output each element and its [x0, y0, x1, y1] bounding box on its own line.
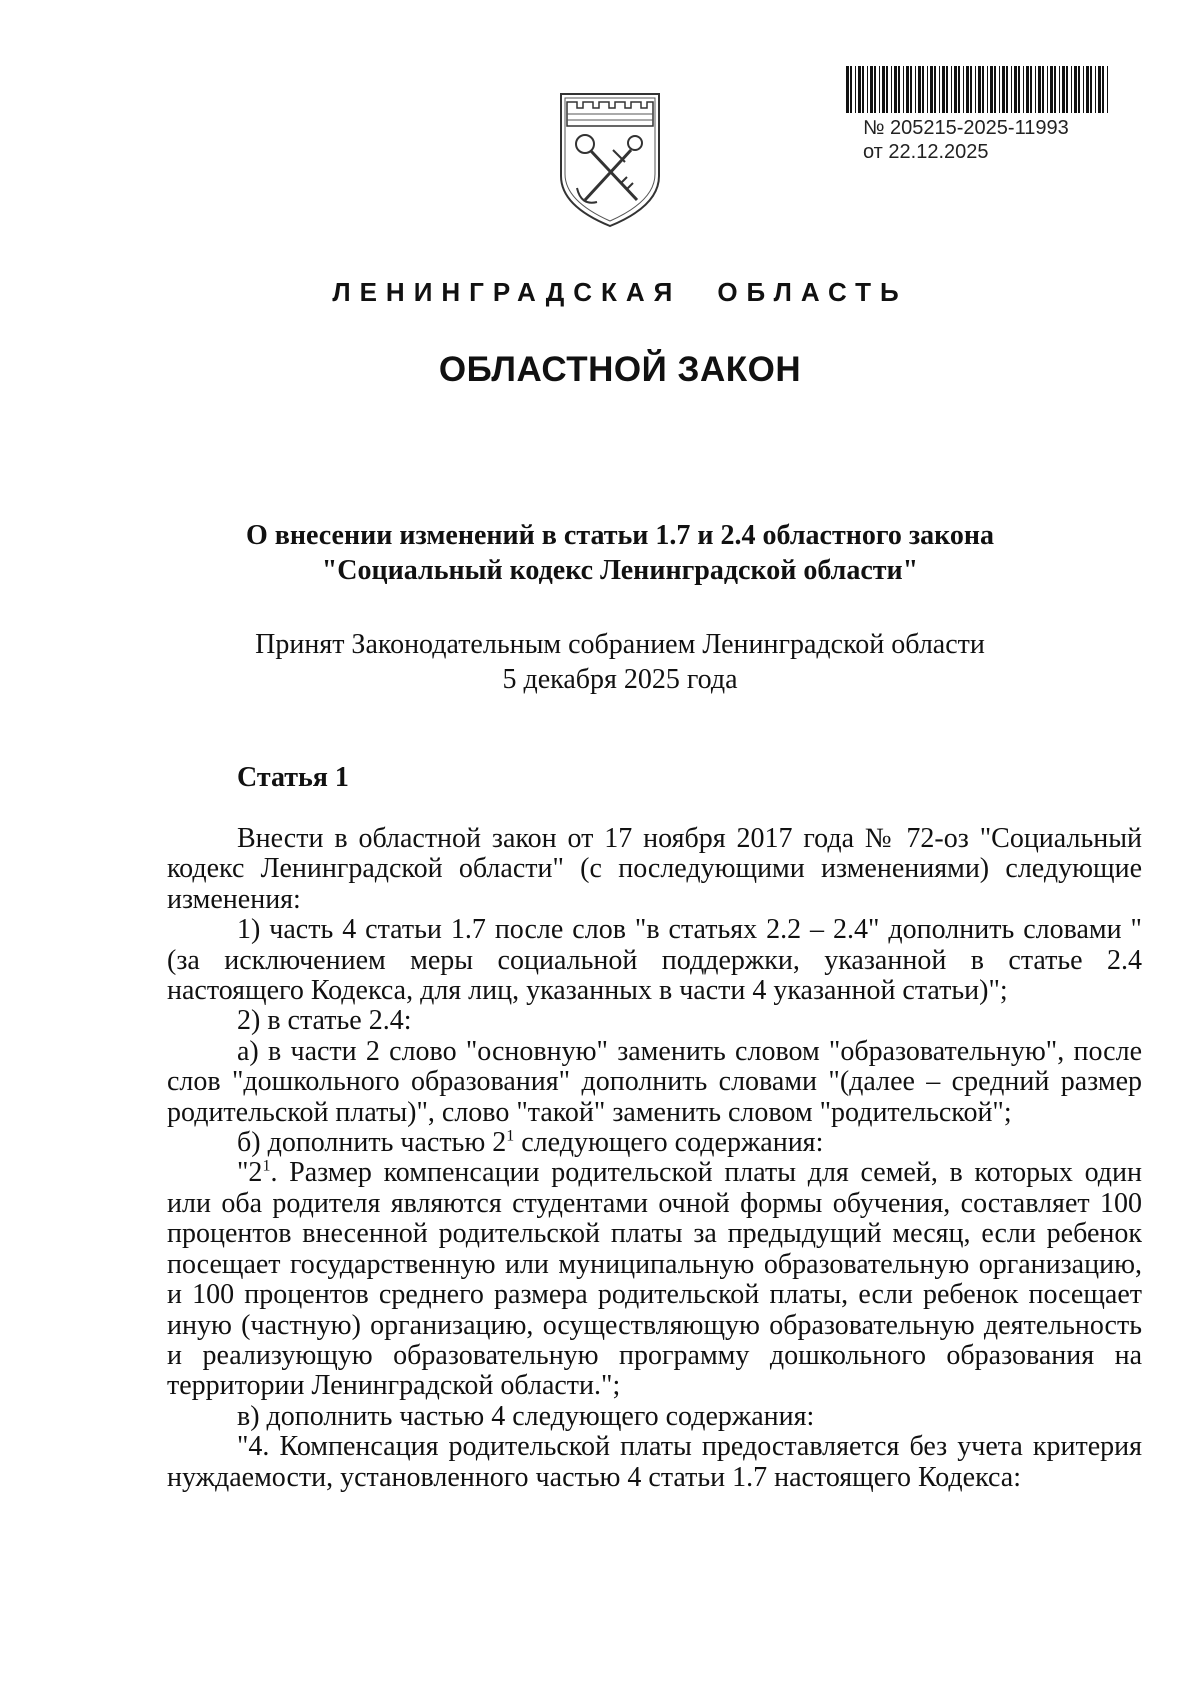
barcode-bar — [1002, 66, 1005, 113]
barcode-bar — [850, 66, 852, 113]
barcode-bar — [906, 66, 909, 113]
barcode-bar — [1023, 66, 1024, 113]
barcode-bar — [1071, 66, 1072, 113]
barcode-bar — [903, 66, 904, 113]
barcode-bar — [963, 66, 964, 113]
barcode-bar — [994, 66, 996, 113]
paragraph: 1) часть 4 статьи 1.7 после слов "в статьях 2.2 – 2.4" дополнить словами "(за исключением меры социальной поддержки, указанной в статье 2.4 настоящего Кодекса, для лиц, указанных в части 4 указанной статьи)"; — [167, 914, 1142, 1007]
paragraph: а) в части 2 слово "основную" заменить словом "образовательную", после слов "дошкольного образования" дополнить словами "(далее – средний размер родительской платы)", слово "такой" заменить словом "родительской"; — [167, 1035, 1142, 1128]
article-body — [167, 824, 1142, 1493]
paragraph: в) дополнить частью 4 следующего содержания: — [237, 1400, 815, 1432]
barcode-bar — [1074, 66, 1077, 113]
region-word-1: ЛЕНИНГРАДСКАЯ — [332, 277, 682, 307]
barcode-bar — [1035, 66, 1036, 113]
adoption-note-line-1: Принят Законодательным собранием Ленинградской области — [255, 629, 985, 660]
barcode-bar — [970, 66, 972, 113]
barcode-bar — [915, 66, 916, 113]
barcode-bar — [891, 66, 892, 113]
barcode-bar — [1090, 66, 1092, 113]
barcode-bar — [1030, 66, 1032, 113]
barcode-bar — [930, 66, 933, 113]
barcode-bar — [1095, 66, 1096, 113]
barcode-bar — [1083, 66, 1084, 113]
barcode-bar — [1042, 66, 1044, 113]
barcode-bar — [934, 66, 936, 113]
law-title-line-1: О внесении изменений в статьи 1.7 и 2.4 областного закона — [245, 520, 995, 551]
barcode-bar — [1047, 66, 1048, 113]
barcode-bar — [1018, 66, 1020, 113]
law-title-line-2: "Социальный кодекс Ленинградской области" — [321, 555, 919, 586]
barcode-bar — [1066, 66, 1068, 113]
barcode-bar — [990, 66, 993, 113]
barcode-bar — [1026, 66, 1029, 113]
barcode-bar — [867, 66, 868, 113]
barcode-bar — [987, 66, 988, 113]
barcode-bar — [946, 66, 948, 113]
region-heading — [0, 277, 1200, 308]
barcode-bar — [879, 66, 880, 113]
barcode-bar — [846, 66, 849, 113]
paragraph-text: следующего содержания: — [514, 1127, 824, 1159]
barcode-bar — [1059, 66, 1060, 113]
barcode-bar — [894, 66, 897, 113]
barcode-bar — [874, 66, 876, 113]
article-heading: Статья 1 — [237, 762, 349, 793]
barcode-bar — [1078, 66, 1080, 113]
barcode-bar — [927, 66, 928, 113]
barcode-bar — [975, 66, 976, 113]
paragraph-text: . Размер компенсации родительской платы для семей, в которых один или оба родителя являются студентами очной формы обучения, составляет 100 процентов внесенной родительской платы за предыдущий месяц, если ребенок посещает государственную или муниципальную образовательную организацию, и 100 процентов среднего размера родительской платы, если ребенок посещает иную (частную) организацию, осуществляющую образовательную деятельность и реализующую образовательную программу дошкольного образования на территории Ленинградской области."; — [167, 1157, 1142, 1402]
barcode-bar — [1038, 66, 1041, 113]
barcode-bar — [882, 66, 885, 113]
superscript: 1 — [506, 1127, 515, 1145]
paragraph-text: б) дополнить частью 2 — [237, 1127, 507, 1159]
barcode-bar — [1102, 66, 1104, 113]
barcode-bar — [910, 66, 912, 113]
adoption-note — [0, 627, 1200, 697]
registration-number: № 205215-2025-11993 — [863, 117, 1069, 139]
barcode-bar — [1054, 66, 1056, 113]
barcode-bar — [918, 66, 921, 113]
barcode-bar — [939, 66, 940, 113]
paragraph: "4. Компенсация родительской платы предоставляется без учета критерия нуждаемости, установленного частью 4 статьи 1.7 настоящего Кодекса: — [167, 1431, 1142, 1493]
registration-stamp — [863, 116, 1069, 164]
superscript: 1 — [262, 1158, 271, 1176]
barcode-bar — [951, 66, 952, 113]
paragraph — [167, 1158, 1142, 1401]
barcode-bar — [982, 66, 984, 113]
barcode-bar — [1050, 66, 1053, 113]
barcode-bar — [898, 66, 900, 113]
barcode-bar — [1011, 66, 1012, 113]
leningrad-oblast-coat-of-arms-icon — [555, 88, 665, 230]
paragraph: 2) в статье 2.4: — [237, 1005, 412, 1037]
barcode-bar — [954, 66, 957, 113]
barcode-bar — [978, 66, 981, 113]
paragraph: Внести в областной закон от 17 ноября 2017 года № 72-оз "Социальный кодекс Ленинградской области" (с последующими изменениями) следующие изменения: — [167, 823, 1142, 915]
barcode-bar — [855, 66, 856, 113]
barcode-bar — [1086, 66, 1089, 113]
barcode-bar — [922, 66, 924, 113]
barcode-bar — [1062, 66, 1065, 113]
barcode-bar — [1014, 66, 1017, 113]
barcode-bar — [858, 66, 861, 113]
barcode-bar — [966, 66, 969, 113]
barcode-bar — [862, 66, 864, 113]
registration-date: от 22.12.2025 — [863, 141, 989, 163]
barcode-bar — [958, 66, 960, 113]
law-title — [0, 518, 1200, 588]
adoption-date: 5 декабря 2025 года — [502, 664, 738, 695]
barcode-bar — [1107, 66, 1108, 113]
barcode-bar — [1098, 66, 1101, 113]
barcode-bar — [942, 66, 945, 113]
document-type: ОБЛАСТНОЙ ЗАКОН — [438, 350, 802, 389]
barcode-bar — [999, 66, 1000, 113]
region-word-2: ОБЛАСТЬ — [717, 277, 908, 307]
barcode-icon — [846, 66, 1110, 113]
barcode-bar — [870, 66, 873, 113]
paragraph-text: "2 — [237, 1157, 263, 1189]
paragraph — [167, 1128, 1142, 1158]
barcode-bar — [886, 66, 888, 113]
barcode-bar — [1006, 66, 1008, 113]
